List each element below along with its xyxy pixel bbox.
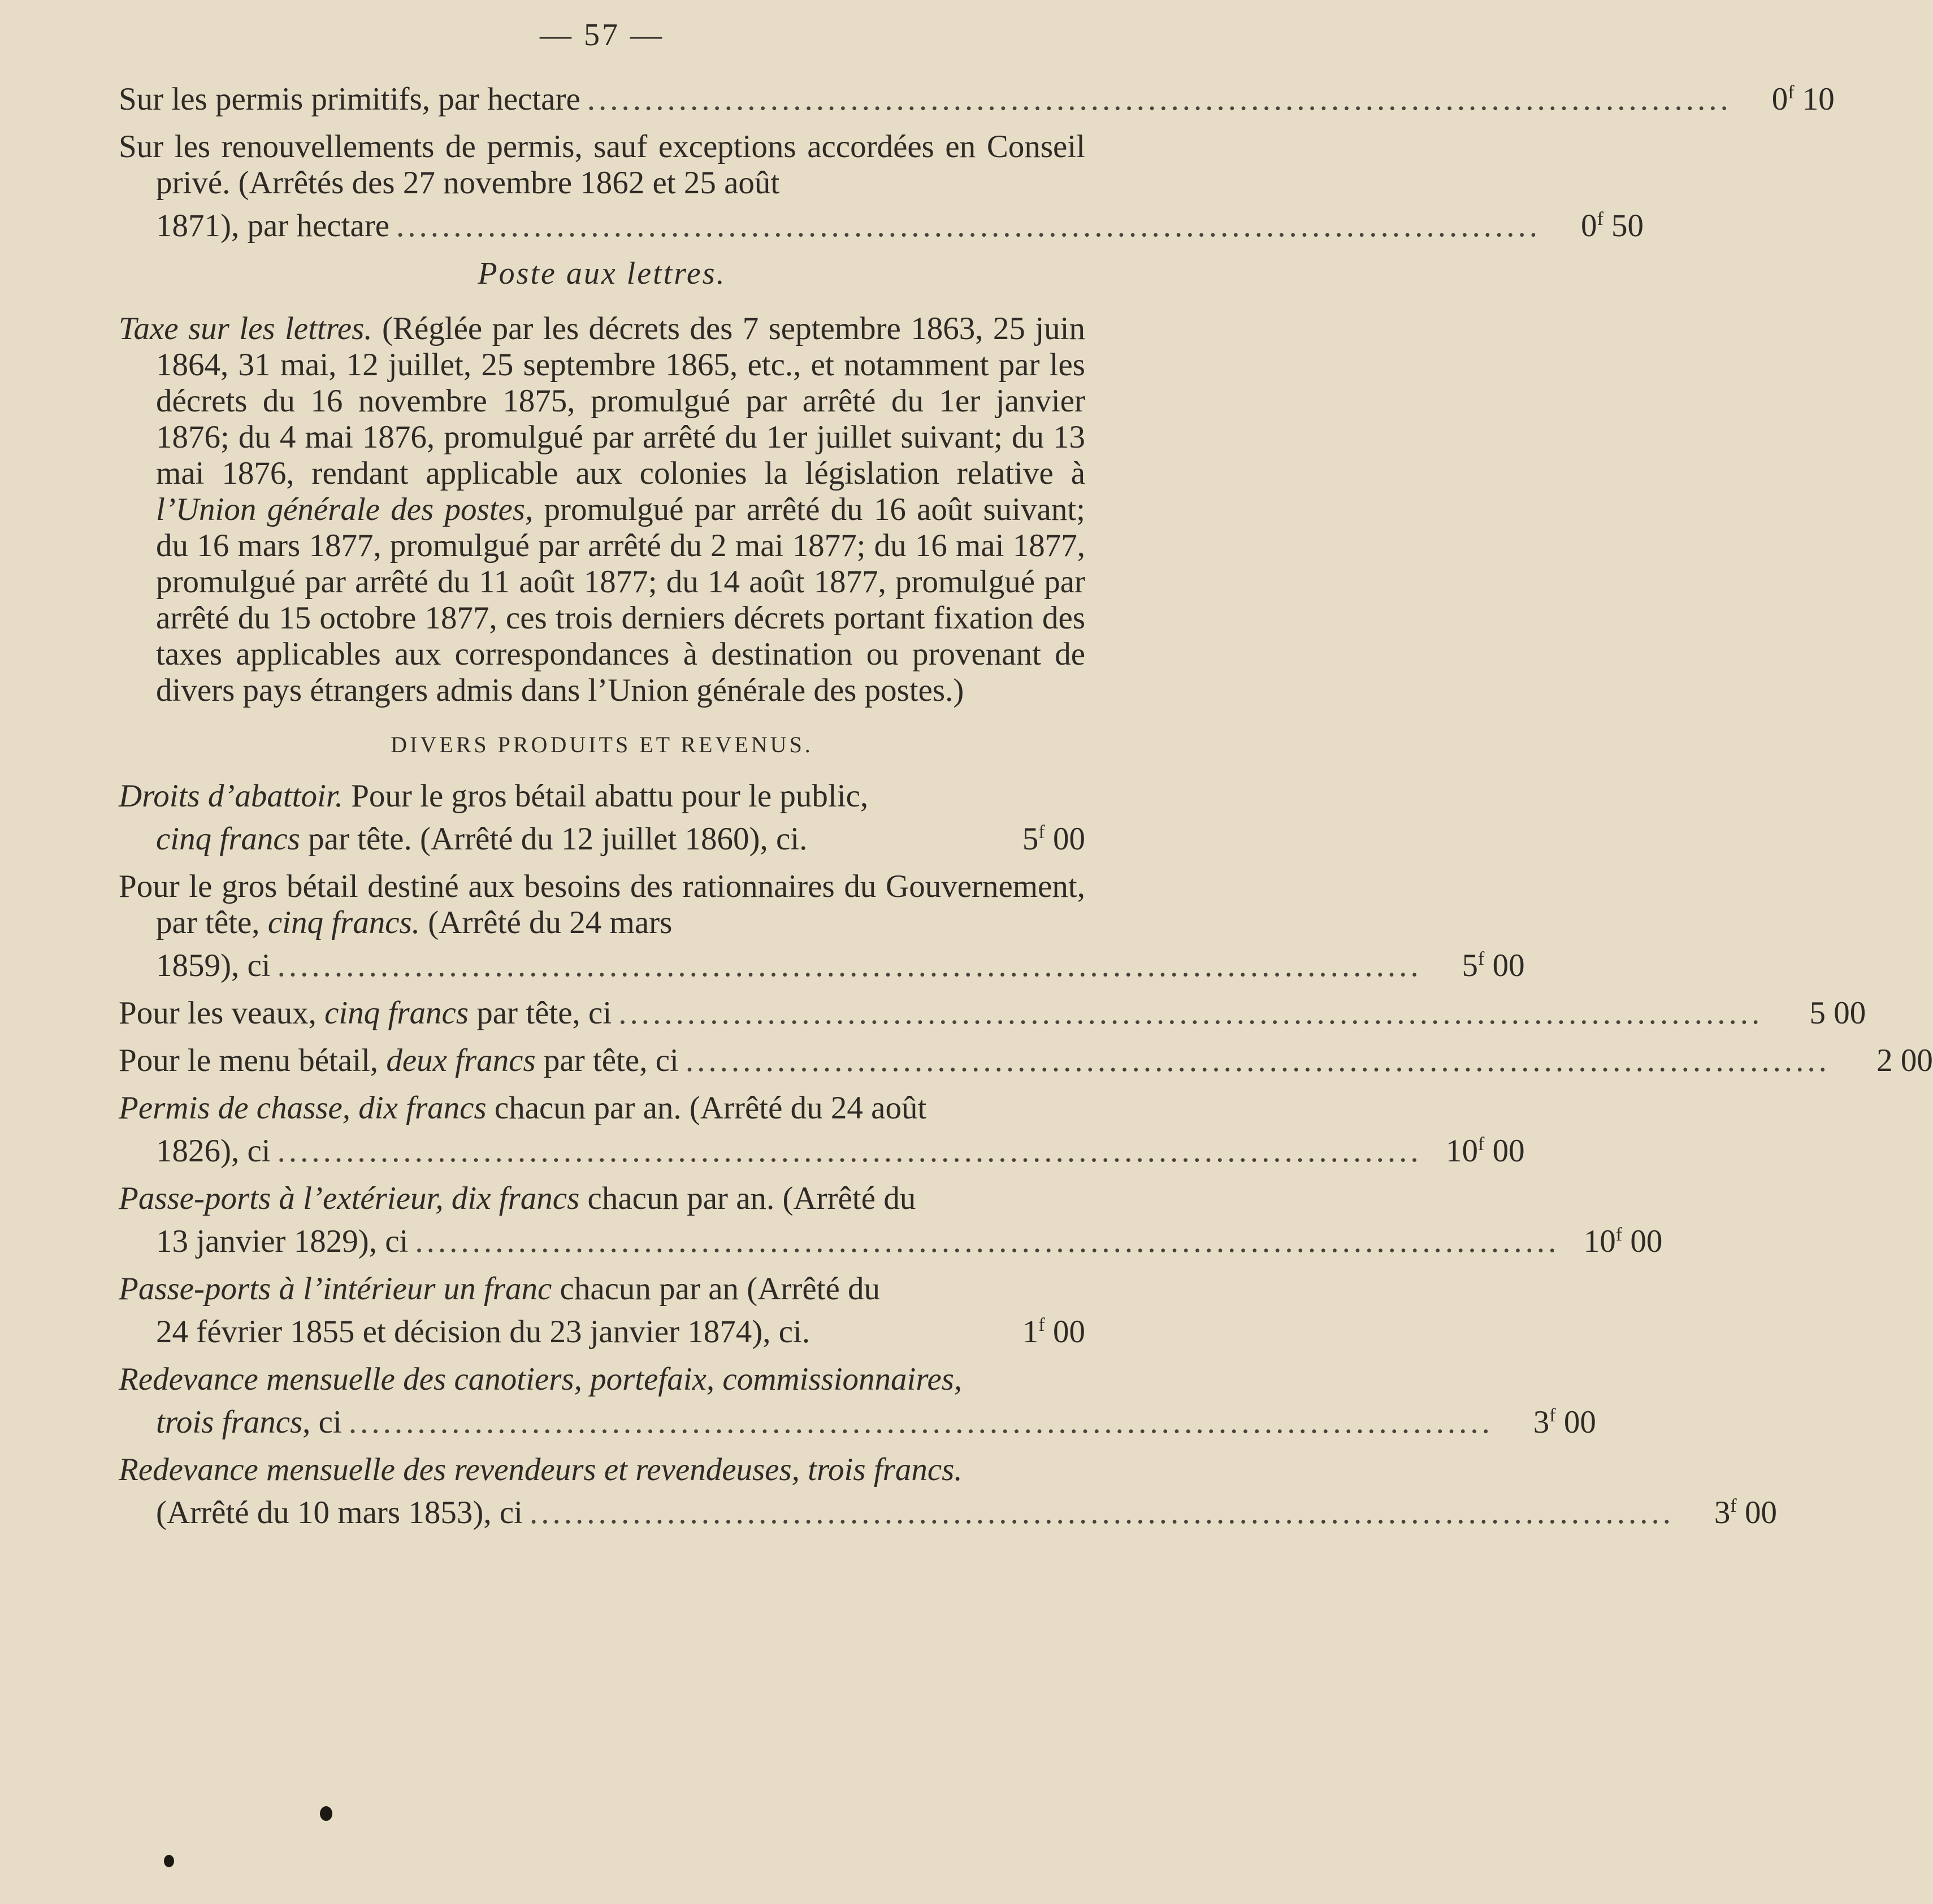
entry-renouvellements xyxy=(119,129,1644,244)
entry-text: chacun par an (Arrêté du xyxy=(560,1271,881,1307)
amount: 0$^f$ 10 xyxy=(1771,81,1835,117)
entry-title: Redevance mensuelle des canotiers, portefaix, commissionnaires, xyxy=(119,1361,963,1397)
amount: 5$^f$ 00 xyxy=(1022,821,1085,857)
leader-dots: .................................................................................................... xyxy=(277,1133,1422,1169)
amount: 1$^f$ 00 xyxy=(1022,1314,1085,1350)
entry-passe-ports-interieur xyxy=(119,1271,1085,1350)
entry-last-line xyxy=(156,1307,1085,1350)
entry-permis-chasse xyxy=(119,1090,1525,1169)
entry-redevance-canotiers xyxy=(119,1361,1596,1441)
entry-last-line xyxy=(156,1126,1525,1169)
entry-text: Sur les renouvellements de permis, sauf exceptions accordées en Conseil privé. (Arrêtés des 27 novembre 1862 et 25 août xyxy=(119,129,1085,201)
page xyxy=(119,17,1933,1882)
entry-last-text: trois francs, ci xyxy=(156,1404,342,1440)
entry-italic: cinq francs. xyxy=(267,905,420,940)
leader-dots: .................................................................................................... xyxy=(415,1224,1560,1259)
section-title-poste: Poste aux lettres. xyxy=(478,256,726,291)
amount: 3$^f$ 00 xyxy=(1714,1495,1777,1530)
entry-taxe-lettres xyxy=(119,311,1085,709)
entry-text: Pour le menu bétail, deux francs par tête, ci xyxy=(119,1043,679,1078)
entry-text: chacun par an. (Arrêté du 24 août xyxy=(494,1090,927,1126)
amount: 5$^f$ 00 xyxy=(1462,948,1525,983)
entry-title: Passe-ports à l’extérieur, dix francs xyxy=(119,1181,580,1216)
entry-last-line xyxy=(156,201,1644,244)
amount: 10$^f$ 00 xyxy=(1446,1133,1525,1169)
entry-text: Sur les permis primitifs, par hectare xyxy=(119,81,580,117)
entry-last-text: 13 janvier 1829), ci xyxy=(156,1224,409,1259)
entry-last-text: 24 février 1855 et décision du 23 janvier 1874), ci. xyxy=(156,1314,811,1350)
entry-last-line xyxy=(156,1217,1663,1260)
entry-text: (Réglée par les décrets des 7 septembre 1863, 25 juin 1864, 31 mai, 12 juillet, 25 septembre 1865, etc., et notamment par les décrets du 16 novembre 1875, promulgué par arrêté du 1er janvier 1876; du 4 mai 1876, promulgué par arrêté du 1er juillet suivant; du 13 mai 1876, rendant applicable aux colonies la législation relative à xyxy=(156,311,1085,491)
entry-redevance-revendeurs xyxy=(119,1452,1777,1531)
page-number: — 57 — xyxy=(540,18,664,53)
ink-speck xyxy=(164,1855,174,1867)
entry-gros-betail-gouvernement xyxy=(119,869,1525,984)
section-title-divers: DIVERS PRODUITS ET REVENUS. xyxy=(391,732,813,757)
entry-droits-abattoir xyxy=(119,778,1085,857)
leader-dots: .................................................................................................... xyxy=(618,995,1763,1031)
entry-text: chacun par an. (Arrêté du xyxy=(587,1181,916,1216)
entry-last-text: 1826), ci xyxy=(156,1133,271,1169)
entry-title: Taxe sur les lettres. xyxy=(119,311,372,346)
leader-dots: .................................................................................................... xyxy=(396,208,1541,244)
entry-title: Redevance mensuelle des revendeurs et revendeuses, trois francs. xyxy=(119,1452,963,1487)
leader-dots: .................................................................................................... xyxy=(277,948,1422,983)
entry-last-text: 1859), ci xyxy=(156,948,271,983)
entry-italic: l’Union générale des postes, xyxy=(156,492,534,527)
entry-title: Droits d’abattoir. xyxy=(119,778,343,814)
entry-last-text: cinq francs par tête. (Arrêté du 12 juillet 1860), ci. xyxy=(156,821,808,857)
amount: 0$^f$ 50 xyxy=(1580,208,1644,244)
entry-permis-primitifs xyxy=(119,75,1835,118)
entry-title: Permis de chasse, dix francs xyxy=(119,1090,487,1126)
entry-text: Pour le gros bétail destiné aux besoins des rationnaires du Gouvernement, par tête, xyxy=(119,869,1085,940)
amount: 10$^f$ 00 xyxy=(1583,1224,1663,1259)
entry-last-text: (Arrêté du 10 mars 1853), ci xyxy=(156,1495,523,1530)
leader-dots: .................................................................................................... xyxy=(587,81,1732,117)
entry-text: Pour le gros bétail abattu pour le public, xyxy=(351,778,869,814)
entry-last-line xyxy=(156,814,1085,857)
entry-menu-betail xyxy=(119,1043,1933,1079)
entry-last-line xyxy=(156,1488,1777,1531)
amount: 2 00 xyxy=(1876,1043,1933,1078)
entry-last-text: 1871), par hectare xyxy=(156,208,390,244)
ink-speck xyxy=(320,1806,332,1821)
entry-text: Pour les veaux, cinq francs par tête, ci xyxy=(119,995,612,1031)
leader-dots: .................................................................................................... xyxy=(685,1043,1830,1078)
entry-text-continued: promulgué par arrêté du 16 août suivant; du 16 mars 1877, promulgué par arrêté du 2 mai 1877; du 16 mai 1877, promulgué par arrêté du 11 août 1877; du 14 août 1877, promulgué par arrêté du 15 octobre 1877, ces trois derniers décrets portant fixation des taxes applicables aux correspondances à destination ou provenant de divers pays étrangers admis dans l’Union générale des postes.) xyxy=(156,492,1086,708)
entry-title: Passe-ports à l’intérieur un franc xyxy=(119,1271,552,1307)
amount: 3$^f$ 00 xyxy=(1533,1404,1596,1440)
entry-text-after: (Arrêté du 24 mars xyxy=(428,905,673,940)
entry-last-line xyxy=(156,941,1525,984)
entry-passe-ports-exterieur xyxy=(119,1181,1663,1260)
amount: 5 00 xyxy=(1809,995,1866,1031)
entry-last-line xyxy=(156,1398,1596,1441)
leader-dots: .................................................................................................... xyxy=(529,1495,1674,1530)
entry-veaux xyxy=(119,995,1866,1031)
leader-dots: .................................................................................................... xyxy=(348,1404,1493,1440)
